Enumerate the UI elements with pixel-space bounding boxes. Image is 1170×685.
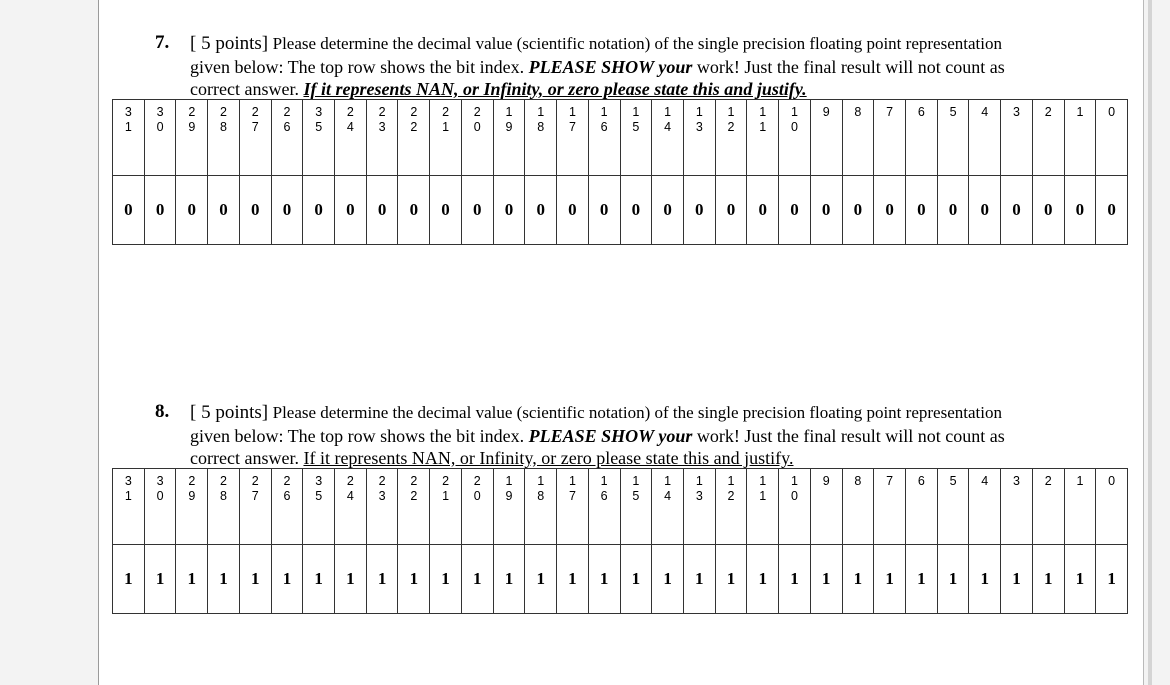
bit-value-cell: 0 — [176, 176, 208, 245]
points-label: [ 5 points] — [190, 402, 269, 423]
bit-index-digit: 5 — [949, 474, 957, 488]
bit-index-digit: 2 — [410, 105, 418, 119]
bit-value-cell: 0 — [208, 176, 240, 245]
bit-index-digit: 3 — [1013, 474, 1020, 488]
bit-index-digit: 1 — [442, 489, 450, 503]
bit-table-q7 — [112, 99, 1128, 245]
prompt-line-3: correct answer. — [190, 448, 299, 468]
bit-value-cell: 0 — [652, 176, 684, 245]
bit-value-cell: 1 — [335, 545, 367, 614]
bit-value-cell: 0 — [905, 176, 937, 245]
bit-value-cell: 0 — [1032, 176, 1064, 245]
bit-index-digit: 1 — [124, 120, 132, 134]
bit-index-digit: 2 — [378, 105, 386, 119]
bit-index-cell — [335, 100, 367, 176]
bit-index-digit: 8 — [537, 120, 545, 134]
bit-index-digit: 4 — [981, 105, 989, 119]
bit-index-digit: 1 — [632, 105, 640, 119]
bit-index-digit: 7 — [568, 489, 576, 503]
bit-index-row — [113, 469, 1128, 545]
bit-value-cell: 0 — [398, 176, 430, 245]
prompt-line-1: Please determine the decimal value (scientific notation) of the single precision floating point representation — [272, 34, 1002, 53]
bit-value-cell: 0 — [461, 176, 493, 245]
bit-index-cell — [493, 469, 525, 545]
bit-index-cell — [1001, 469, 1033, 545]
bit-value-cell: 1 — [239, 545, 271, 614]
bit-index-digit: 1 — [759, 120, 767, 134]
bit-index-cell — [525, 100, 557, 176]
bit-index-digit: 1 — [442, 120, 450, 134]
bit-index-digit: 2 — [1044, 474, 1052, 488]
bit-index-digit: 0 — [473, 489, 481, 503]
bit-index-digit: 1 — [664, 474, 672, 488]
bit-index-cell — [747, 469, 779, 545]
bit-value-cell: 0 — [113, 176, 145, 245]
bit-index-digit: 3 — [315, 474, 323, 488]
bit-index-cell — [461, 469, 493, 545]
bit-value-cell: 1 — [525, 545, 557, 614]
bit-value-cell: 1 — [683, 545, 715, 614]
bit-value-cell: 1 — [461, 545, 493, 614]
bit-index-digit: 1 — [727, 474, 735, 488]
bit-value-cell: 1 — [430, 545, 462, 614]
bit-index-cell — [398, 100, 430, 176]
bit-index-digit: 2 — [410, 120, 418, 134]
bit-value-cell: 0 — [810, 176, 842, 245]
bit-value-cell: 0 — [683, 176, 715, 245]
bit-index-digit: 9 — [188, 120, 196, 134]
bit-index-digit: 1 — [600, 105, 608, 119]
bit-index-cell — [620, 100, 652, 176]
bit-index-digit: 8 — [220, 120, 227, 134]
bit-value-cell: 1 — [620, 545, 652, 614]
bit-value-cell: 1 — [969, 545, 1001, 614]
bit-index-digit: 1 — [759, 489, 767, 503]
bit-index-cell — [937, 469, 969, 545]
bit-value-cell: 0 — [493, 176, 525, 245]
bit-value-cell: 0 — [335, 176, 367, 245]
bit-index-digit: 2 — [473, 474, 481, 488]
bit-index-digit: 1 — [537, 105, 545, 119]
bit-index-cell — [144, 100, 176, 176]
bit-index-cell — [747, 100, 779, 176]
bit-value-cell: 1 — [303, 545, 335, 614]
bit-index-digit: 1 — [695, 105, 703, 119]
bit-index-digit: 8 — [537, 489, 545, 503]
bit-index-digit: 0 — [473, 120, 481, 134]
bit-index-cell — [1032, 469, 1064, 545]
bit-value-cell: 0 — [1064, 176, 1096, 245]
bit-index-digit: 2 — [220, 105, 227, 119]
bit-index-digit: 5 — [632, 489, 640, 503]
bit-value-row — [113, 176, 1128, 245]
bit-index-digit: 4 — [346, 120, 354, 134]
bit-index-cell — [493, 100, 525, 176]
question-number: 8. — [155, 401, 170, 422]
bit-index-digit: 4 — [664, 120, 672, 134]
bit-index-cell — [113, 469, 145, 545]
bit-index-cell — [239, 469, 271, 545]
bit-index-digit: 2 — [346, 474, 354, 488]
bit-index-digit: 6 — [917, 474, 925, 488]
bit-value-cell: 0 — [366, 176, 398, 245]
bit-index-cell — [398, 469, 430, 545]
bit-index-cell — [810, 100, 842, 176]
justify-instruction: If it represents NAN, or Infinity, or zero please state this and justify. — [303, 79, 807, 99]
bit-index-cell — [905, 469, 937, 545]
bit-value-cell: 1 — [493, 545, 525, 614]
bit-index-digit: 5 — [949, 105, 957, 119]
bit-value-cell: 0 — [1096, 176, 1128, 245]
bit-index-digit: 1 — [695, 474, 703, 488]
bit-index-cell — [303, 469, 335, 545]
bit-index-digit: 9 — [822, 474, 830, 488]
bit-index-digit: 2 — [251, 474, 259, 488]
bit-value-cell: 0 — [747, 176, 779, 245]
bit-index-digit: 1 — [664, 105, 672, 119]
prompt-line-2-end: work! Just the final result will not count as — [696, 425, 1005, 446]
bit-value-cell: 0 — [620, 176, 652, 245]
bit-index-digit: 2 — [283, 105, 291, 119]
bit-index-digit: 1 — [790, 474, 798, 488]
bit-index-digit: 2 — [188, 474, 196, 488]
bit-value-cell: 0 — [271, 176, 303, 245]
bit-index-digit: 3 — [378, 489, 386, 503]
bit-index-digit: 1 — [505, 474, 513, 488]
bit-index-cell — [715, 100, 747, 176]
bit-index-digit: 4 — [664, 489, 672, 503]
bit-index-cell — [271, 100, 303, 176]
bit-index-cell — [874, 100, 906, 176]
bit-index-cell — [937, 100, 969, 176]
bit-index-digit: 6 — [600, 489, 608, 503]
bit-index-digit: 5 — [315, 120, 323, 134]
emphasis-text: PLEASE SHOW your — [528, 425, 693, 446]
bit-index-digit: 5 — [315, 489, 323, 503]
bit-value-cell: 1 — [208, 545, 240, 614]
bit-index-cell — [810, 469, 842, 545]
bit-index-digit: 3 — [124, 474, 132, 488]
bit-index-digit: 1 — [537, 474, 545, 488]
bit-index-digit: 1 — [505, 105, 513, 119]
bit-index-digit: 3 — [695, 120, 703, 134]
bit-index-digit: 4 — [346, 489, 354, 503]
bit-value-cell: 1 — [1064, 545, 1096, 614]
bit-value-cell: 1 — [176, 545, 208, 614]
bit-index-cell — [652, 469, 684, 545]
bit-value-cell: 1 — [905, 545, 937, 614]
bit-index-cell — [969, 469, 1001, 545]
bit-index-digit: 1 — [727, 105, 735, 119]
bit-index-digit: 3 — [124, 105, 132, 119]
bit-value-cell: 1 — [1032, 545, 1064, 614]
bit-value-cell: 0 — [969, 176, 1001, 245]
bit-index-cell — [208, 100, 240, 176]
bit-index-cell — [652, 100, 684, 176]
bit-value-cell: 1 — [113, 545, 145, 614]
emphasis-text: PLEASE SHOW your — [528, 56, 693, 77]
bit-index-digit: 3 — [156, 474, 164, 488]
bit-index-digit: 2 — [220, 474, 227, 488]
bit-value-cell: 1 — [1001, 545, 1033, 614]
bit-index-cell — [842, 100, 874, 176]
bit-index-digit: 3 — [378, 120, 386, 134]
bit-value-cell: 0 — [239, 176, 271, 245]
bit-index-digit: 2 — [727, 489, 735, 503]
bit-index-digit: 2 — [283, 474, 291, 488]
bit-index-cell — [557, 100, 589, 176]
prompt-line-2-end: work! Just the final result will not count as — [696, 56, 1005, 77]
bit-value-cell: 1 — [842, 545, 874, 614]
bit-index-digit: 2 — [378, 474, 386, 488]
bit-index-cell — [144, 469, 176, 545]
bit-index-digit: 0 — [1108, 474, 1116, 488]
bit-index-cell — [1001, 100, 1033, 176]
justify-instruction: If it represents NAN, or Infinity, or zero please state this and justify. — [303, 448, 794, 468]
bit-index-digit: 1 — [790, 105, 798, 119]
question-7 — [155, 32, 1085, 101]
bit-index-cell — [113, 100, 145, 176]
points-label: [ 5 points] — [190, 33, 269, 54]
bit-value-cell: 1 — [779, 545, 811, 614]
bit-index-digit: 7 — [251, 120, 259, 134]
prompt-line-2: given below: The top row shows the bit index. — [190, 56, 525, 77]
bit-index-digit: 1 — [600, 474, 608, 488]
question-number: 7. — [155, 32, 170, 53]
bit-index-digit: 9 — [822, 105, 830, 119]
bit-index-digit: 6 — [600, 120, 608, 134]
bit-value-cell: 0 — [937, 176, 969, 245]
bit-value-cell: 0 — [779, 176, 811, 245]
bit-index-digit: 0 — [156, 489, 164, 503]
bit-index-digit: 3 — [695, 489, 703, 503]
bit-index-cell — [620, 469, 652, 545]
bit-index-digit: 7 — [886, 474, 894, 488]
bit-index-cell — [905, 100, 937, 176]
bit-index-digit: 8 — [854, 105, 862, 119]
bit-index-cell — [208, 469, 240, 545]
bit-index-digit: 6 — [283, 120, 291, 134]
bit-value-cell: 1 — [557, 545, 589, 614]
bit-value-cell: 0 — [430, 176, 462, 245]
bit-index-cell — [335, 469, 367, 545]
prompt-line-3: correct answer. — [190, 79, 299, 99]
bit-index-cell — [366, 100, 398, 176]
bit-index-digit: 6 — [283, 489, 291, 503]
bit-index-digit: 1 — [1076, 474, 1084, 488]
bit-index-digit: 3 — [1013, 105, 1020, 119]
bit-value-cell: 1 — [1096, 545, 1128, 614]
bit-index-cell — [271, 469, 303, 545]
bit-value-cell: 0 — [557, 176, 589, 245]
bit-index-digit: 2 — [410, 489, 418, 503]
bit-index-digit: 3 — [315, 105, 323, 119]
bit-index-digit: 0 — [1108, 105, 1116, 119]
bit-index-digit: 1 — [759, 105, 767, 119]
bit-index-digit: 9 — [505, 120, 513, 134]
bit-index-digit: 1 — [568, 474, 576, 488]
bit-value-cell: 0 — [874, 176, 906, 245]
bit-index-digit: 1 — [568, 105, 576, 119]
bit-index-digit: 5 — [632, 120, 640, 134]
bit-index-cell — [779, 100, 811, 176]
bit-index-digit: 2 — [188, 105, 196, 119]
bit-index-cell — [1064, 469, 1096, 545]
bit-index-digit: 1 — [632, 474, 640, 488]
bit-index-digit: 0 — [790, 120, 798, 134]
bit-index-digit: 1 — [124, 489, 132, 503]
bit-value-cell: 0 — [525, 176, 557, 245]
bit-index-cell — [366, 469, 398, 545]
bit-index-cell — [461, 100, 493, 176]
bit-value-row — [113, 545, 1128, 614]
bit-index-cell — [683, 469, 715, 545]
bit-value-cell: 1 — [810, 545, 842, 614]
prompt-line-1: Please determine the decimal value (scientific notation) of the single precision floating point representation — [272, 403, 1002, 422]
bit-index-cell — [1096, 100, 1128, 176]
bit-index-digit: 1 — [759, 474, 767, 488]
bit-index-cell — [557, 469, 589, 545]
bit-index-cell — [430, 100, 462, 176]
bit-value-cell: 1 — [747, 545, 779, 614]
bit-index-cell — [779, 469, 811, 545]
bit-value-cell: 0 — [842, 176, 874, 245]
bit-index-digit: 7 — [568, 120, 576, 134]
bit-index-digit: 9 — [505, 489, 513, 503]
bit-index-cell — [874, 469, 906, 545]
bit-value-cell: 1 — [652, 545, 684, 614]
bit-index-cell — [1064, 100, 1096, 176]
page-scroll-edge — [1148, 0, 1152, 685]
bit-index-cell — [303, 100, 335, 176]
prompt-line-2: given below: The top row shows the bit index. — [190, 425, 525, 446]
bit-index-digit: 2 — [473, 105, 481, 119]
bit-value-cell: 0 — [303, 176, 335, 245]
bit-table-q8 — [112, 468, 1128, 614]
bit-value-cell: 0 — [1001, 176, 1033, 245]
bit-index-cell — [176, 469, 208, 545]
bit-value-cell: 0 — [715, 176, 747, 245]
bit-value-cell: 1 — [366, 545, 398, 614]
bit-index-cell — [842, 469, 874, 545]
bit-value-cell: 1 — [398, 545, 430, 614]
bit-value-cell: 1 — [588, 545, 620, 614]
bit-index-digit: 4 — [981, 474, 989, 488]
bit-index-cell — [715, 469, 747, 545]
bit-index-row — [113, 100, 1128, 176]
bit-index-cell — [176, 100, 208, 176]
bit-index-digit: 2 — [410, 474, 418, 488]
bit-index-cell — [588, 100, 620, 176]
bit-index-cell — [588, 469, 620, 545]
bit-index-digit: 2 — [1044, 105, 1052, 119]
bit-value-cell: 0 — [588, 176, 620, 245]
bit-index-digit: 8 — [854, 474, 862, 488]
bit-value-cell: 1 — [715, 545, 747, 614]
bit-index-cell — [525, 469, 557, 545]
bit-index-digit: 7 — [251, 489, 259, 503]
question-8 — [155, 401, 1085, 470]
bit-index-cell — [969, 100, 1001, 176]
bit-index-digit: 2 — [442, 105, 450, 119]
bit-index-cell — [430, 469, 462, 545]
bit-index-cell — [1096, 469, 1128, 545]
bit-index-digit: 2 — [346, 105, 354, 119]
bit-index-digit: 2 — [251, 105, 259, 119]
bit-index-digit: 8 — [220, 489, 227, 503]
bit-index-digit: 0 — [156, 120, 164, 134]
bit-value-cell: 1 — [937, 545, 969, 614]
bit-value-cell: 1 — [271, 545, 303, 614]
bit-index-digit: 2 — [442, 474, 450, 488]
bit-index-digit: 3 — [156, 105, 164, 119]
bit-index-digit: 1 — [1076, 105, 1084, 119]
bit-index-digit: 0 — [790, 489, 798, 503]
bit-value-cell: 1 — [144, 545, 176, 614]
bit-value-cell: 1 — [874, 545, 906, 614]
bit-index-digit: 7 — [886, 105, 894, 119]
bit-index-digit: 2 — [727, 120, 735, 134]
bit-index-cell — [683, 100, 715, 176]
bit-index-digit: 6 — [917, 105, 925, 119]
bit-value-cell: 0 — [144, 176, 176, 245]
bit-index-digit: 9 — [188, 489, 196, 503]
bit-index-cell — [1032, 100, 1064, 176]
bit-index-cell — [239, 100, 271, 176]
